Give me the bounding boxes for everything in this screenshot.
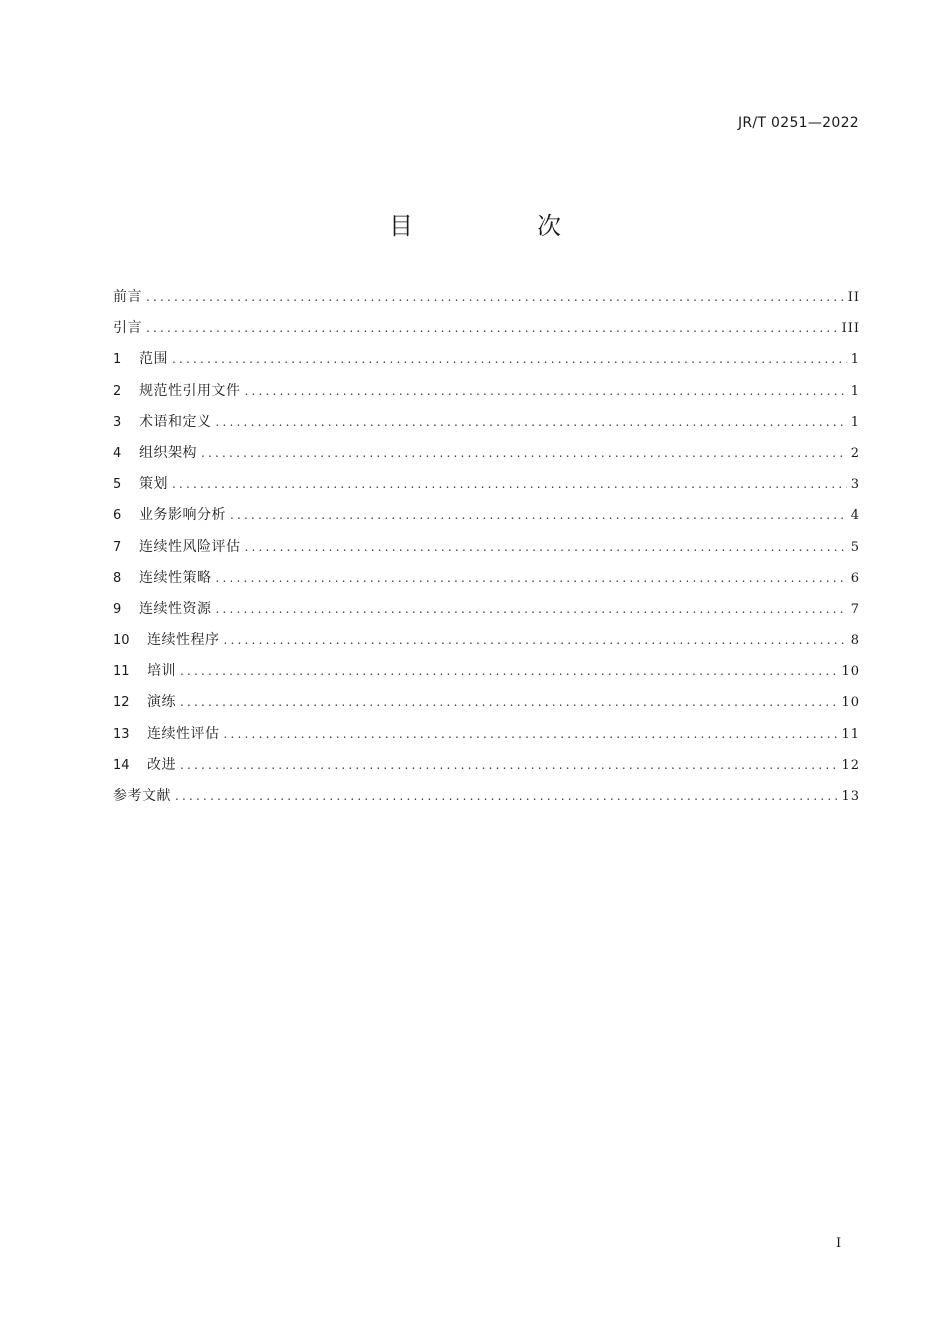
toc-entry-text: 策划: [139, 476, 168, 493]
page-number: I: [836, 1236, 842, 1251]
toc-entry-text: 连续性风险评估: [139, 538, 241, 555]
toc-entry-8[interactable]: [113, 567, 860, 598]
toc-entry-bibliography[interactable]: [113, 785, 860, 816]
toc-entry-number: 3: [113, 414, 122, 430]
toc-entry-number: 11: [113, 664, 130, 680]
toc-entry-page: 2: [850, 445, 860, 461]
toc-dot-leader: [146, 286, 844, 308]
toc-entry-page: 13: [841, 789, 860, 804]
toc-entry-text: 参考文献: [113, 788, 171, 804]
toc-entry-text: 范围: [139, 351, 168, 368]
toc-entry-text: 演练: [147, 694, 176, 711]
toc-entry-11[interactable]: [113, 660, 860, 691]
toc-title: 目 次: [389, 212, 611, 240]
toc-entry-number: 10: [113, 633, 130, 649]
toc-entry-14[interactable]: [113, 754, 860, 785]
toc-entry-page: 12: [841, 757, 860, 773]
standard-code: JR/T 0251—2022: [737, 115, 859, 131]
toc-entry-text: 术语和定义: [139, 413, 212, 430]
toc-entry-text: 连续性策略: [139, 569, 212, 586]
toc-dot-leader: [216, 411, 847, 433]
toc-entry-text: 连续性资源: [139, 600, 212, 617]
toc-entry-text: 前言: [113, 289, 142, 305]
toc-entry-13[interactable]: [113, 723, 860, 754]
toc-entry-10[interactable]: [113, 629, 860, 660]
toc-entry-page: III: [841, 321, 860, 337]
toc-entry-page: 6: [850, 570, 860, 586]
toc-entry-text: 业务影响分析: [139, 507, 226, 524]
toc-entry-page: 8: [850, 633, 860, 649]
toc-entry-6[interactable]: [113, 504, 860, 535]
toc-dot-leader: [180, 691, 837, 713]
toc-entry-page: 7: [850, 601, 860, 617]
toc-entry-number: 1: [113, 352, 122, 368]
toc-entry-4[interactable]: [113, 442, 860, 473]
toc-entry-number: 4: [113, 445, 122, 461]
toc-entry-text: 连续性评估: [147, 725, 220, 742]
toc-entry-2[interactable]: [113, 380, 860, 411]
table-of-contents: [113, 286, 860, 816]
toc-dot-leader: [175, 785, 837, 807]
toc-dot-leader: [172, 473, 847, 495]
toc-entry-text: 规范性引用文件: [139, 382, 241, 399]
toc-dot-leader: [216, 598, 847, 620]
toc-entry-text: 改进: [147, 756, 176, 773]
toc-entry-7[interactable]: [113, 536, 860, 567]
toc-entry-9[interactable]: [113, 598, 860, 629]
toc-entry-number: 7: [113, 539, 122, 555]
toc-entry-page: 5: [850, 539, 860, 555]
toc-entry-number: 2: [113, 383, 122, 399]
toc-entry-page: 1: [850, 414, 860, 430]
toc-entry-1[interactable]: [113, 348, 860, 379]
toc-entry-page: 10: [841, 695, 860, 711]
toc-dot-leader: [180, 660, 837, 682]
toc-entry-number: 14: [113, 757, 130, 773]
toc-entry-foreword[interactable]: [113, 286, 860, 317]
toc-entry-page: 3: [850, 477, 860, 493]
toc-dot-leader: [201, 442, 847, 464]
toc-entry-page: 4: [850, 508, 860, 524]
toc-entry-3[interactable]: [113, 411, 860, 442]
toc-entry-12[interactable]: [113, 691, 860, 722]
toc-entry-page: II: [847, 290, 860, 305]
toc-entry-introduction[interactable]: [113, 317, 860, 348]
toc-dot-leader: [224, 723, 838, 745]
toc-entry-number: 12: [113, 695, 130, 711]
toc-dot-leader: [245, 536, 847, 558]
toc-entry-5[interactable]: [113, 473, 860, 504]
toc-entry-page: 1: [850, 383, 860, 399]
toc-entry-page: 1: [850, 352, 860, 368]
toc-entry-text: 连续性程序: [147, 632, 220, 649]
toc-dot-leader: [216, 567, 847, 589]
toc-dot-leader: [224, 629, 847, 651]
toc-entry-text: 培训: [147, 663, 176, 680]
toc-entry-number: 8: [113, 570, 122, 586]
toc-entry-number: 6: [113, 508, 122, 524]
toc-entry-number: 5: [113, 477, 122, 493]
toc-dot-leader: [146, 317, 838, 339]
toc-entry-page: 10: [841, 664, 860, 680]
toc-dot-leader: [230, 504, 847, 526]
toc-entry-text: 引言: [113, 320, 142, 337]
toc-entry-page: 11: [841, 726, 860, 742]
toc-dot-leader: [245, 380, 847, 402]
toc-entry-number: 13: [113, 726, 130, 742]
toc-entry-number: 9: [113, 601, 122, 617]
toc-entry-text: 组织架构: [139, 444, 197, 461]
toc-dot-leader: [180, 754, 837, 776]
toc-dot-leader: [172, 348, 847, 370]
